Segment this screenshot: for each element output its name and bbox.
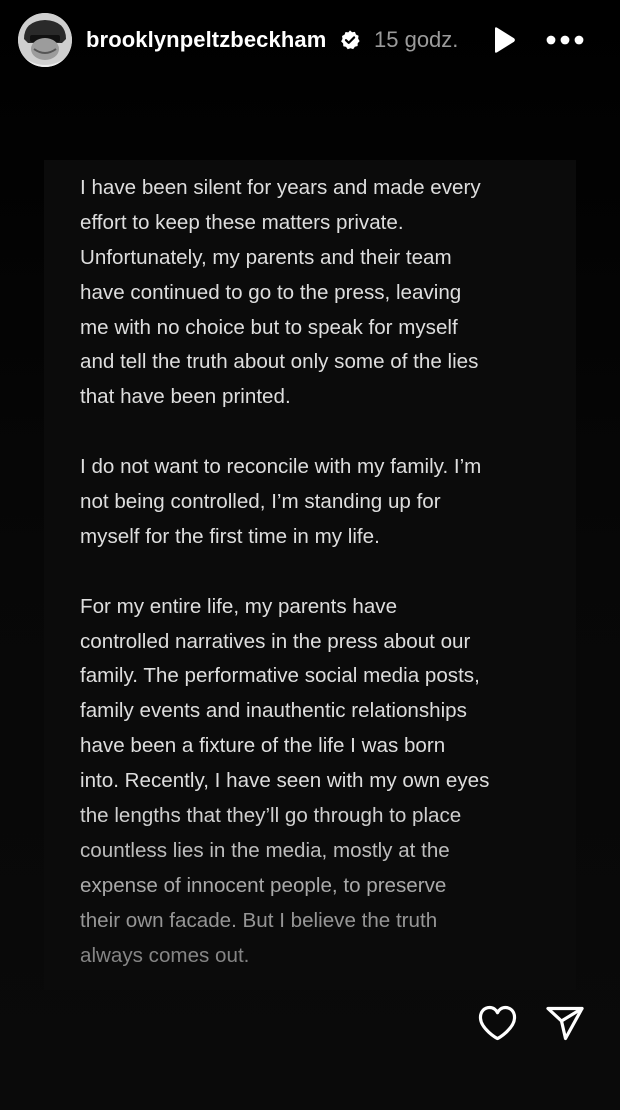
avatar[interactable] xyxy=(18,13,72,67)
statement-paragraph xyxy=(80,450,560,555)
statement-line: countless lies in the media, mostly at the xyxy=(80,838,450,862)
statement-line: family events and inauthentic relationships xyxy=(80,699,467,723)
story-header xyxy=(0,0,620,82)
statement-line: myself for the first time in my life. xyxy=(80,524,380,548)
statement-paragraph xyxy=(80,590,560,974)
statement-line: that have been printed. xyxy=(80,385,291,409)
statement-line: always comes out. xyxy=(80,943,250,967)
statement-line: controlled narratives in the press about our xyxy=(80,629,471,653)
verified-badge-icon xyxy=(339,29,361,51)
heart-icon[interactable] xyxy=(477,1004,518,1042)
statement-line: their own facade. But I believe the truth xyxy=(80,908,438,932)
statement-line: have been a fixture of the life I was born xyxy=(80,734,446,758)
statement-paragraph xyxy=(80,171,560,415)
statement-line: the lengths that they’ll go through to place xyxy=(80,804,462,828)
statement-line: and tell the truth about only some of the lies xyxy=(80,350,479,374)
statement-line: me with no choice but to speak for myself xyxy=(80,315,458,339)
statement-text xyxy=(80,171,560,973)
statement-line: I do not want to reconcile with my family. I’m xyxy=(80,455,482,479)
statement-line: family. The performative social media posts, xyxy=(80,664,480,688)
send-icon[interactable] xyxy=(545,1004,585,1042)
statement-line: have continued to go to the press, leaving xyxy=(80,280,462,304)
statement-line: into. Recently, I have seen with my own eyes xyxy=(80,769,490,793)
statement-line: not being controlled, I’m standing up for xyxy=(80,490,441,514)
username[interactable]: brooklynpeltzbeckham xyxy=(86,27,327,52)
statement-line: I have been silent for years and made every xyxy=(80,176,481,199)
statement-line: effort to keep these matters private. xyxy=(80,210,404,234)
statement-line: Unfortunately, my parents and their team xyxy=(80,245,452,269)
play-icon[interactable] xyxy=(490,25,518,55)
profile-photo-icon xyxy=(18,13,72,67)
post-timestamp: 15 godz. xyxy=(374,27,459,52)
statement-line: expense of innocent people, to preserve xyxy=(80,873,447,897)
statement-line: For my entire life, my parents have xyxy=(80,594,398,618)
more-options-icon[interactable] xyxy=(544,30,586,50)
